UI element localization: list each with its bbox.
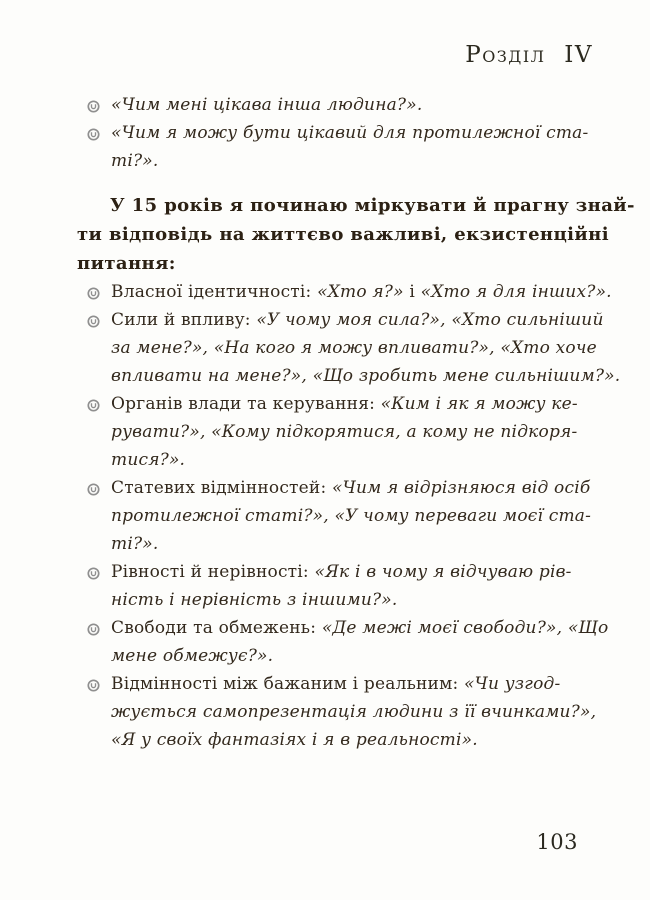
quoted-question-text: «Ким і як я можу ке- [380, 394, 578, 414]
circled-u-bullet-icon [87, 397, 100, 410]
quoted-question-text: рувати?», «Кому підкорятися, а кому не підкоря- [111, 422, 578, 442]
text-line [111, 474, 591, 502]
list-item [77, 91, 557, 119]
list-item [77, 306, 621, 390]
text-line [111, 614, 609, 642]
list-item [77, 119, 589, 175]
list-item [77, 670, 597, 754]
circled-u-bullet-icon [87, 565, 100, 578]
quoted-question-text: «Я у своїх фантазіях і я в реальності». [111, 730, 478, 750]
quoted-question-text: ті?». [111, 534, 159, 554]
text-line [111, 390, 578, 418]
text-line [111, 670, 561, 698]
text-line [111, 726, 557, 754]
lead-text: Органів влади та керування: [111, 394, 381, 414]
page-number: 103 [536, 830, 578, 854]
circled-u-bullet-icon [87, 481, 100, 494]
text-line [111, 530, 557, 558]
text-line [111, 586, 557, 614]
lead-text: Власної ідентичності: [111, 282, 318, 302]
quoted-question-text: «Де межі моєї свободи?», «Що [321, 618, 609, 638]
text-line [111, 334, 597, 362]
lead-text: і [403, 282, 421, 302]
list-item [77, 390, 578, 474]
question-list-top [77, 91, 589, 175]
text-line [77, 249, 557, 278]
quoted-question-text: «Чим мені цікава інша людина?». [111, 95, 423, 115]
lead-text: У 15 років я починаю міркувати й прагну знай- [110, 195, 635, 216]
quoted-question-text: «Як і в чому я відчуваю рів- [314, 562, 572, 582]
list-item [77, 278, 612, 306]
chapter-header: Розділ IV [465, 42, 593, 68]
lead-text: Рівності й нерівності: [111, 562, 315, 582]
circled-u-bullet-icon [87, 126, 100, 139]
quoted-question-text: ність і нерівність з іншими?». [111, 590, 398, 610]
text-line [77, 191, 635, 220]
text-line [111, 418, 578, 446]
quoted-question-text: «У чому моя сила?», «Хто сильніший [256, 310, 604, 330]
circled-u-bullet-icon [87, 285, 100, 298]
circled-u-bullet-icon [87, 677, 100, 690]
quoted-question-text: протилежної статі?», «У чому переваги моєї ста- [111, 506, 592, 526]
quoted-question-text: жується самопрезентація людини з її вчинками?», [111, 702, 597, 722]
quoted-question-text: за мене?», «На кого я можу впливати?», «Хто хоче [111, 338, 597, 358]
quoted-question-text: мене обмежує?». [111, 646, 274, 666]
quoted-question-text: тися?». [111, 450, 186, 470]
quoted-question-text: «Чи узгод- [464, 674, 561, 694]
quoted-question-text: «Хто я для інших?». [420, 282, 612, 302]
lead-text: Статевих відмінностей: [111, 478, 332, 498]
quoted-question-text: «Чим я відрізняюся від осіб [332, 478, 591, 498]
circled-u-bullet-icon [87, 621, 100, 634]
text-line [111, 558, 572, 586]
text-line [77, 220, 609, 249]
quoted-question-text: ті?». [111, 151, 159, 171]
lead-text: Відмінності між бажаним і реальним: [111, 674, 465, 694]
list-item [77, 558, 572, 614]
circled-u-bullet-icon [87, 313, 100, 326]
text-line [111, 698, 597, 726]
quoted-question-text: «Чим я можу бути цікавий для протилежної ста- [111, 123, 589, 143]
text-line [111, 502, 592, 530]
text-line [111, 306, 604, 334]
quoted-question-text: «Хто я?» [317, 282, 404, 302]
text-line [111, 446, 557, 474]
text-line [111, 362, 621, 390]
page-content [77, 91, 635, 754]
list-item [77, 614, 609, 670]
text-line [111, 147, 557, 175]
text-line [111, 119, 589, 147]
question-list-main [77, 278, 621, 754]
text-line [111, 91, 557, 119]
intro-paragraph [77, 191, 635, 278]
quoted-question-text: впливати на мене?», «Що зробить мене сильнішим?». [111, 366, 621, 386]
lead-text: питання: [77, 253, 176, 274]
lead-text: Свободи та обмежень: [111, 618, 322, 638]
lead-text: ти відповідь на життєво важливі, екзистенційні [77, 224, 609, 245]
text-line [111, 278, 612, 306]
list-item [77, 474, 592, 558]
lead-text: Сили й впливу: [111, 310, 257, 330]
circled-u-bullet-icon [87, 98, 100, 111]
text-line [111, 642, 557, 670]
